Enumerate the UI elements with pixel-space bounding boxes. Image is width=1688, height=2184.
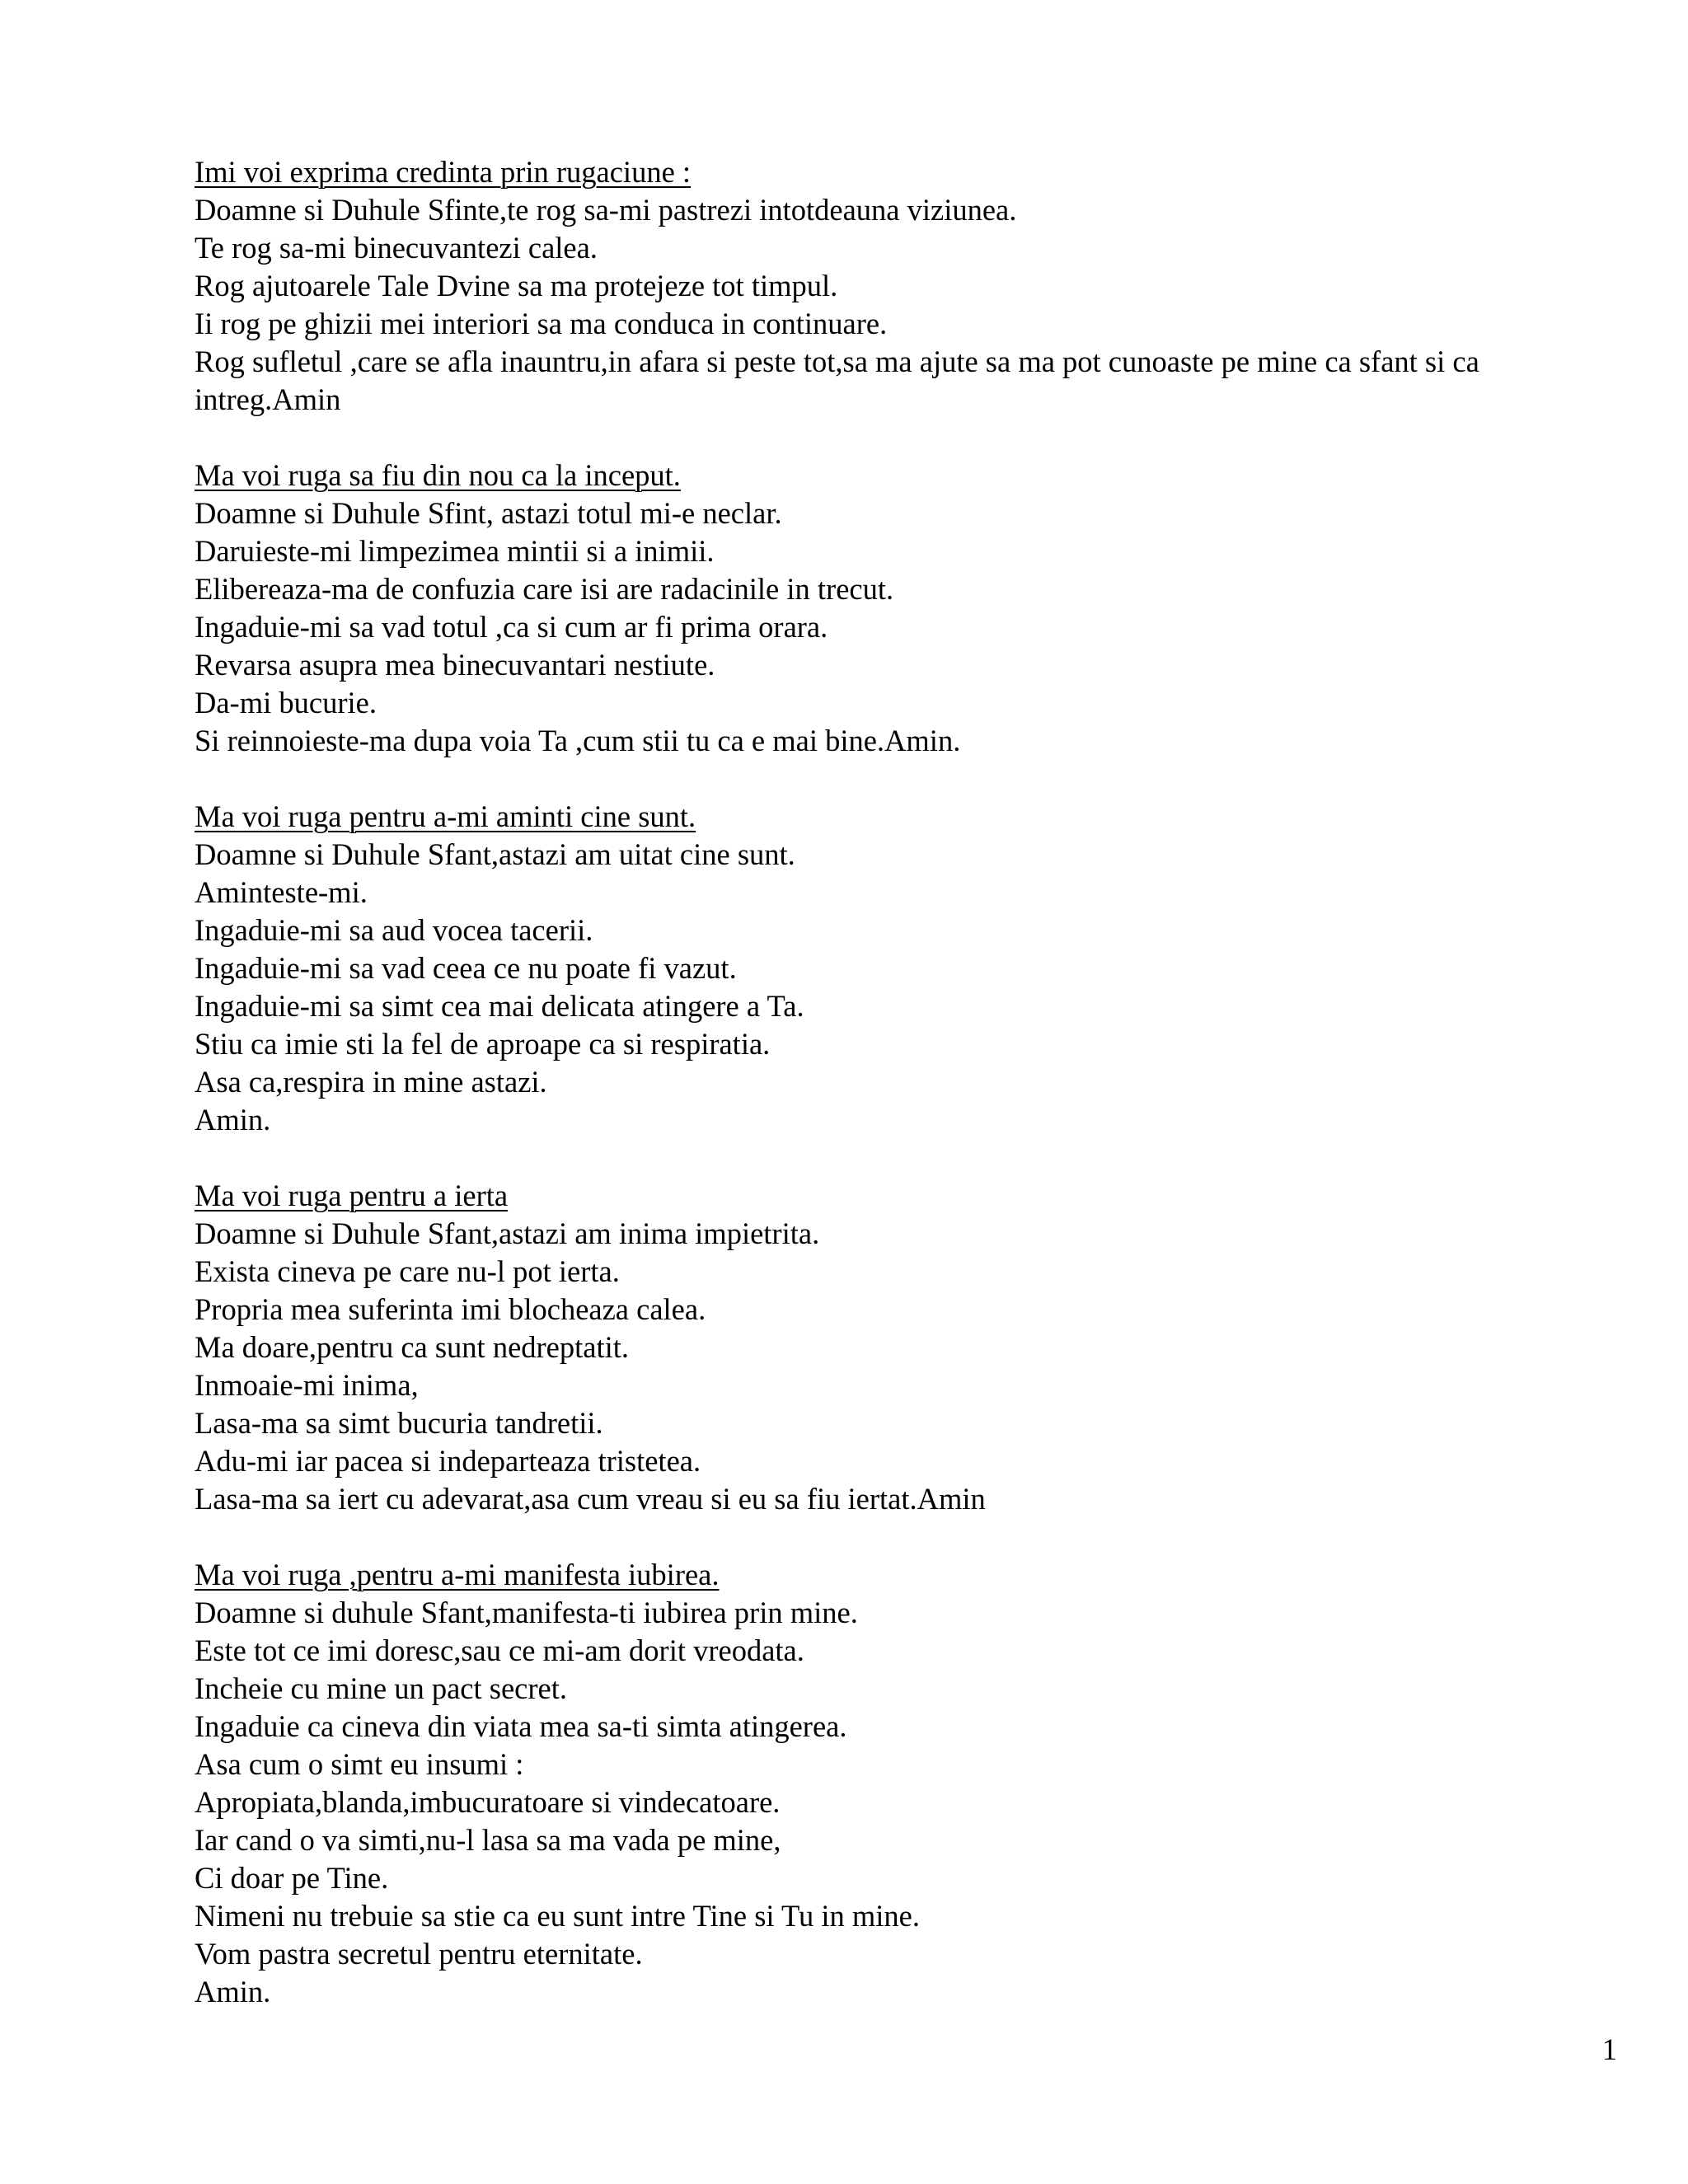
section-heading: Imi voi exprima credinta prin rugaciune : — [195, 155, 692, 189]
section-heading: Ma voi ruga sa fiu din nou ca la inceput. — [195, 458, 681, 492]
text-line: Amin. — [195, 1975, 271, 2008]
text-line: Doamne si Duhule Sfant,astazi am inima impietrita. — [195, 1216, 820, 1250]
text-line: Ingaduie-mi sa aud vocea tacerii. — [195, 913, 593, 947]
text-line: Asa ca,respira in mine astazi. — [195, 1065, 547, 1099]
text-line: Inmoaie-mi inima, — [195, 1368, 419, 1402]
text-line: Ci doar pe Tine. — [195, 1861, 389, 1895]
prayer-section-faith — [195, 153, 1629, 419]
text-line: Ma doare,pentru ca sunt nedreptatit. — [195, 1330, 630, 1364]
text-line: Te rog sa-mi binecuvantezi calea. — [195, 231, 598, 265]
text-line: Elibereaza-ma de confuzia care isi are radacinile in trecut. — [195, 572, 894, 606]
prayer-section-love — [195, 1556, 1629, 2011]
text-line: Lasa-ma sa simt bucuria tandretii. — [195, 1406, 603, 1440]
text-line: Doamne si Duhule Sfant,astazi am uitat cine sunt. — [195, 837, 795, 871]
prayer-section-renewal — [195, 457, 1629, 760]
text-line: Vom pastra secretul pentru eternitate. — [195, 1937, 643, 1971]
text-line: Ingaduie-mi sa simt cea mai delicata atingere a Ta. — [195, 989, 804, 1023]
text-line: Apropiata,blanda,imbucuratoare si vindecatoare. — [195, 1785, 781, 1819]
text-line: intreg.Amin — [195, 382, 341, 416]
document-body — [195, 153, 1629, 2049]
text-line: Asa cum o simt eu insumi : — [195, 1747, 524, 1781]
text-line: Ii rog pe ghizii mei interiori sa ma conduca in continuare. — [195, 307, 888, 340]
text-line: Rog sufletul ,care se afla inauntru,in afara si peste tot,sa ma ajute sa ma pot cunoaste pe mine ca sfant si ca — [195, 344, 1479, 378]
text-line: Daruieste-mi limpezimea mintii si a inimii. — [195, 534, 715, 568]
section-heading: Ma voi ruga ,pentru a-mi manifesta iubirea. — [195, 1558, 720, 1591]
prayer-section-remember — [195, 798, 1629, 1139]
text-line: Lasa-ma sa iert cu adevarat,asa cum vreau si eu sa fiu iertat.Amin — [195, 1482, 986, 1516]
text-line: Adu-mi iar pacea si indeparteaza tristetea. — [195, 1444, 701, 1478]
text-line: Doamne si duhule Sfant,manifesta-ti iubirea prin mine. — [195, 1596, 858, 1629]
text-line: Nimeni nu trebuie sa stie ca eu sunt intre Tine si Tu in mine. — [195, 1899, 921, 1933]
text-line: Incheie cu mine un pact secret. — [195, 1671, 567, 1705]
page-number: 1 — [1601, 2032, 1617, 2066]
prayer-section-forgive — [195, 1177, 1629, 1518]
text-line: Rog ajutoarele Tale Dvine sa ma protejeze tot timpul. — [195, 269, 838, 302]
text-line: Ingaduie-mi sa vad totul ,ca si cum ar fi prima orara. — [195, 610, 828, 644]
text-line: Revarsa asupra mea binecuvantari nestiute. — [195, 648, 715, 682]
text-line: Doamne si Duhule Sfint, astazi totul mi-e neclar. — [195, 496, 782, 530]
text-line: Propria mea suferinta imi blocheaza calea. — [195, 1292, 706, 1326]
text-line: Stiu ca imie sti la fel de aproape ca si respiratia. — [195, 1027, 771, 1061]
text-line: Exista cineva pe care nu-l pot ierta. — [195, 1254, 620, 1288]
text-line: Este tot ce imi doresc,sau ce mi-am dorit vreodata. — [195, 1633, 804, 1667]
text-line: Iar cand o va simti,nu-l lasa sa ma vada pe mine, — [195, 1823, 781, 1857]
section-heading: Ma voi ruga pentru a ierta — [195, 1179, 509, 1212]
text-line: Da-mi bucurie. — [195, 686, 377, 719]
text-line: Amin. — [195, 1103, 271, 1137]
text-line: Ingaduie ca cineva din viata mea sa-ti simta atingerea. — [195, 1709, 847, 1743]
text-line: Ingaduie-mi sa vad ceea ce nu poate fi vazut. — [195, 951, 737, 985]
text-line: Aminteste-mi. — [195, 875, 368, 909]
section-heading: Ma voi ruga pentru a-mi aminti cine sunt. — [195, 799, 696, 833]
text-line: Doamne si Duhule Sfinte,te rog sa-mi pastrezi intotdeauna viziunea. — [195, 193, 1017, 227]
text-line: Si reinnoieste-ma dupa voia Ta ,cum stii tu ca e mai bine.Amin. — [195, 724, 961, 757]
